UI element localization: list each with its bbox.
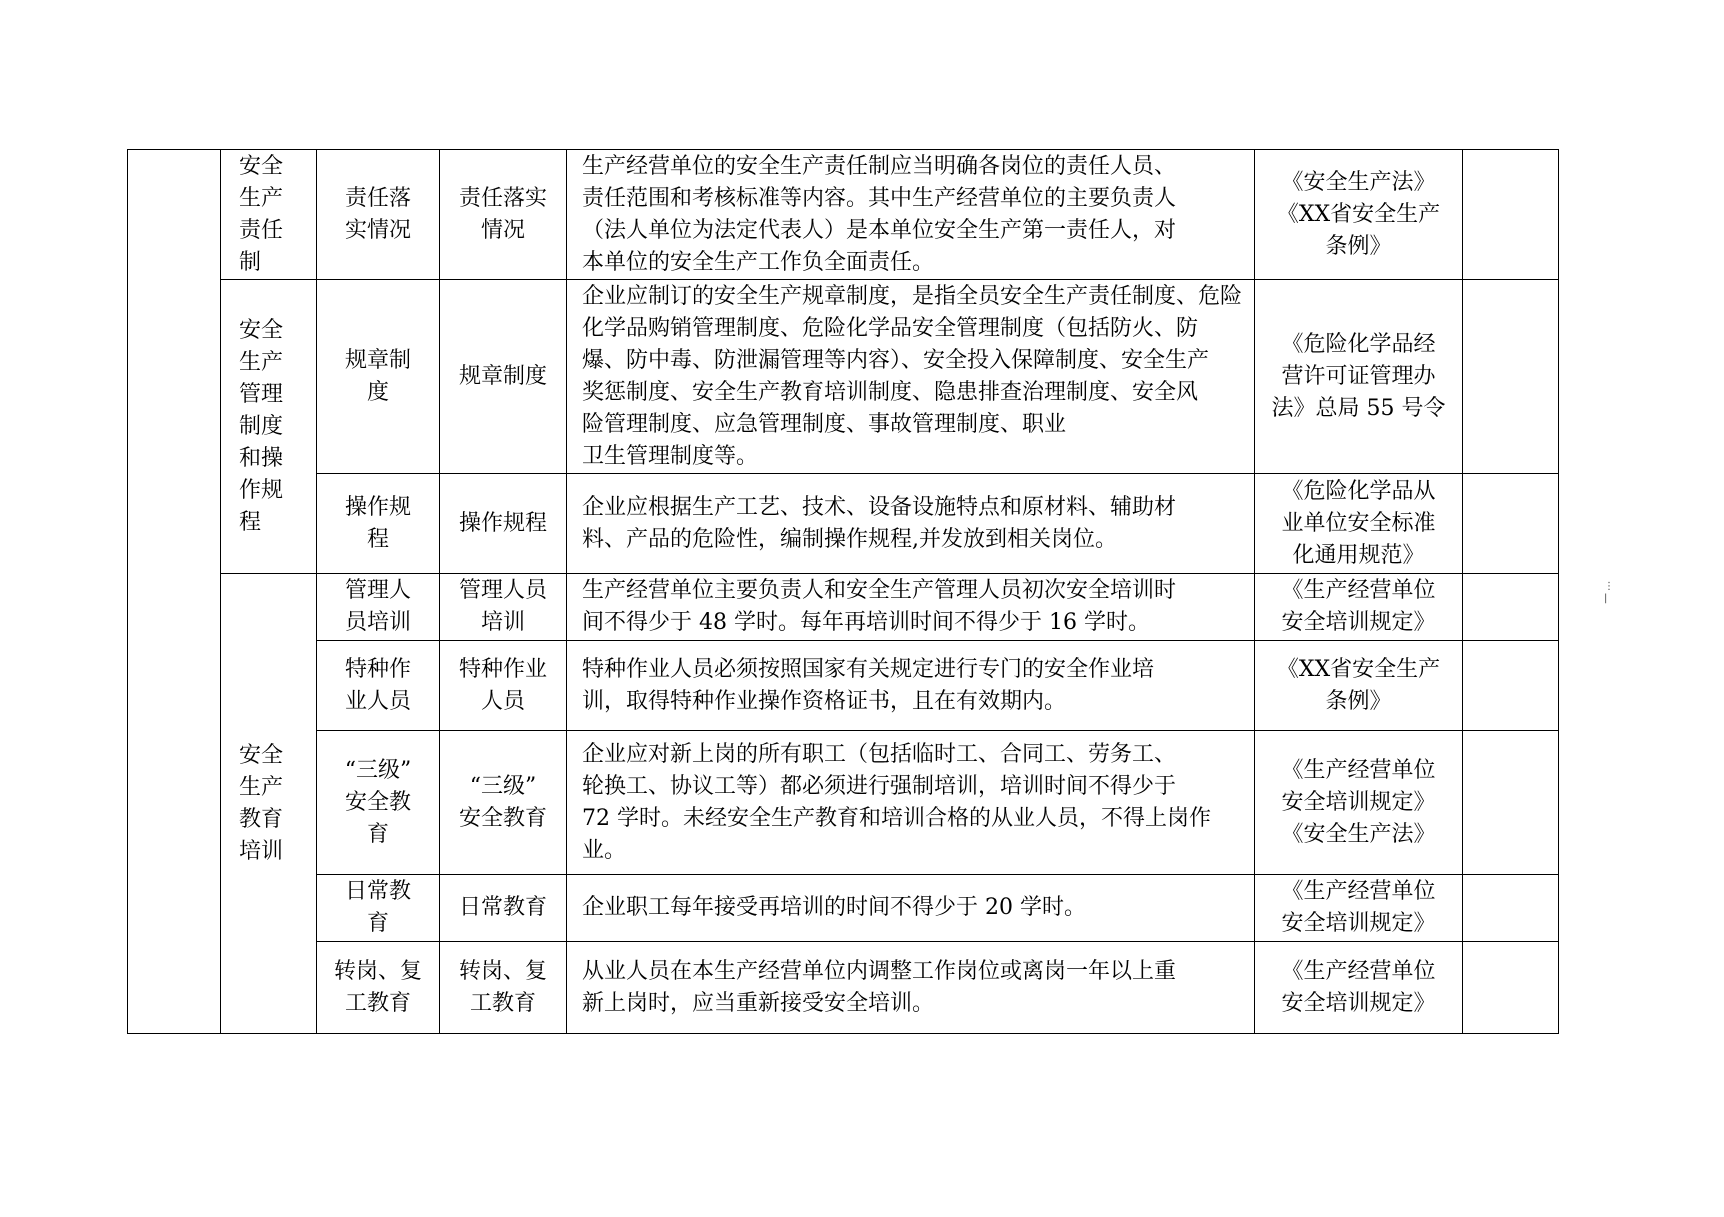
basis-cell: 《XX省安全生产 条例》	[1255, 641, 1463, 731]
basis-cell: 《生产经营单位 安全培训规定》	[1255, 942, 1463, 1034]
blank-result-cell	[1463, 574, 1559, 641]
item-cell: 责任落 实情况	[317, 150, 440, 280]
item-cell: 规章制 度	[317, 280, 440, 474]
table-row	[128, 574, 1559, 641]
table-row	[128, 731, 1559, 875]
table-row	[128, 474, 1559, 574]
blank-result-cell	[1463, 150, 1559, 280]
table-row	[128, 641, 1559, 731]
table-row	[128, 280, 1559, 474]
content-cell: 管理人员 培训	[440, 574, 567, 641]
safety-check-table	[127, 149, 1559, 1034]
blank-leading-cell	[128, 150, 221, 1034]
basis-cell: 《危险化学品从 业单位安全标准 化通用规范》	[1255, 474, 1463, 574]
item-cell: 日常教 育	[317, 875, 440, 942]
content-cell: “三级” 安全教育	[440, 731, 567, 875]
basis-cell: 《生产经营单位 安全培训规定》 《安全生产法》	[1255, 731, 1463, 875]
item-cell: 特种作 业人员	[317, 641, 440, 731]
table-row	[128, 942, 1559, 1034]
blank-result-cell	[1463, 731, 1559, 875]
blank-result-cell	[1463, 875, 1559, 942]
basis-cell: 《生产经营单位 安全培训规定》	[1255, 875, 1463, 942]
requirement-cell: 生产经营单位的安全生产责任制应当明确各岗位的责任人员、 责任范围和考核标准等内容。其中生产经营单位的主要负责人 （法人单位为法定代表人）是本单位安全生产第一责任人，对 本单位的安全生产工作负全面责任。	[567, 150, 1255, 280]
item-cell: “三级” 安全教 育	[317, 731, 440, 875]
category-cell: 安全 生产 管理 制度 和操 作规 程	[221, 280, 317, 574]
requirement-cell: 特种作业人员必须按照国家有关规定进行专门的安全作业培 训，取得特种作业操作资格证书，且在有效期内。	[567, 641, 1255, 731]
requirement-cell: 企业职工每年接受再培训的时间不得少于 20 学时。	[567, 875, 1255, 942]
item-cell: 转岗、复 工教育	[317, 942, 440, 1034]
content-cell: 责任落实 情况	[440, 150, 567, 280]
margin-binding-mark: ⋮ |	[1604, 581, 1614, 604]
category-cell: 安全 生产 教育 培训	[221, 574, 317, 1034]
basis-cell: 《安全生产法》 《XX省安全生产 条例》	[1255, 150, 1463, 280]
requirement-cell: 企业应制订的安全生产规章制度，是指全员安全生产责任制度、危险 化学品购销管理制度、危险化学品安全管理制度（包括防火、防 爆、防中毒、防泄漏管理等内容）、安全投入保障制度、安全生产 奖惩制度、安全生产教育培训制度、隐患排查治理制度、安全风 险管理制度、应急管理制度、事故管理制度、职业 卫生管理制度等。	[567, 280, 1255, 474]
basis-cell: 《危险化学品经 营许可证管理办 法》总局 55 号令	[1255, 280, 1463, 474]
content-cell: 日常教育	[440, 875, 567, 942]
content-cell: 操作规程	[440, 474, 567, 574]
requirement-cell: 从业人员在本生产经营单位内调整工作岗位或离岗一年以上重 新上岗时，应当重新接受安全培训。	[567, 942, 1255, 1034]
requirement-cell: 企业应根据生产工艺、技术、设备设施特点和原材料、辅助材 料、产品的危险性，编制操作规程,并发放到相关岗位。	[567, 474, 1255, 574]
blank-result-cell	[1463, 280, 1559, 474]
blank-result-cell	[1463, 641, 1559, 731]
category-cell: 安全 生产 责任 制	[221, 150, 317, 280]
content-cell: 规章制度	[440, 280, 567, 474]
item-cell: 管理人 员培训	[317, 574, 440, 641]
requirement-cell: 企业应对新上岗的所有职工（包括临时工、合同工、劳务工、 轮换工、协议工等）都必须进行强制培训，培训时间不得少于 72 学时。未经安全生产教育和培训合格的从业人员，不得上岗作业。	[567, 731, 1255, 875]
basis-cell: 《生产经营单位 安全培训规定》	[1255, 574, 1463, 641]
blank-result-cell	[1463, 474, 1559, 574]
requirement-cell: 生产经营单位主要负责人和安全生产管理人员初次安全培训时 间不得少于 48 学时。每年再培训时间不得少于 16 学时。	[567, 574, 1255, 641]
content-cell: 转岗、复 工教育	[440, 942, 567, 1034]
table-row	[128, 875, 1559, 942]
content-cell: 特种作业 人员	[440, 641, 567, 731]
item-cell: 操作规 程	[317, 474, 440, 574]
table-row	[128, 150, 1559, 280]
blank-result-cell	[1463, 942, 1559, 1034]
